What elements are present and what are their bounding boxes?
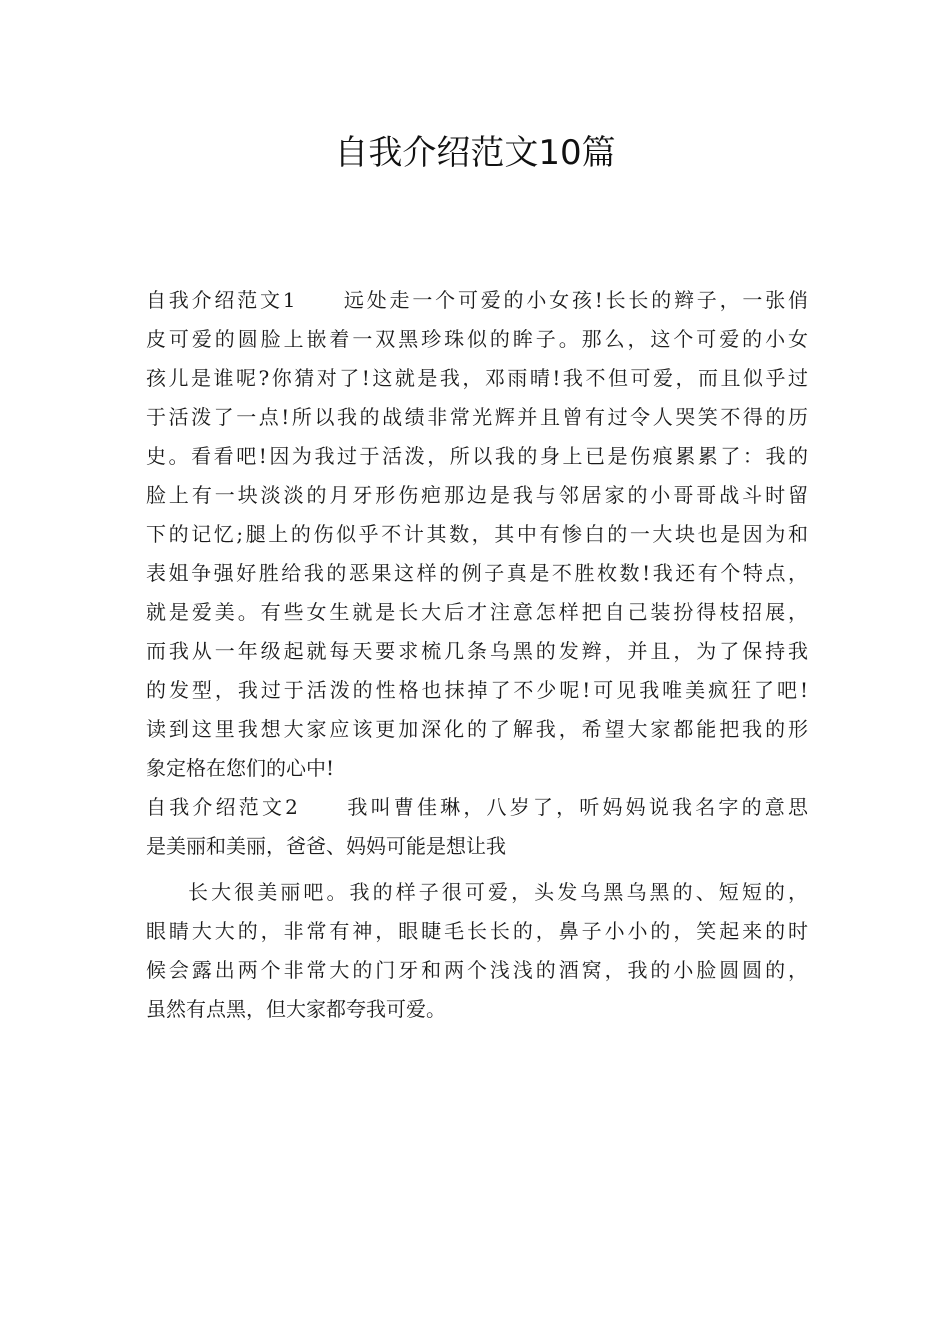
text-line: 于活泼了一点!所以我的战绩非常光辉并且曾有过令人哭笑不得的历	[146, 405, 808, 429]
text-line: 虽然有点黑，但大家都夸我可爱。	[146, 997, 446, 1021]
text-line: 而我从一年级起就每天要求梳几条乌黑的发辫，并且，为了保持我	[146, 639, 808, 663]
text-line: 候会露出两个非常大的门牙和两个浅浅的酒窝，我的小脸圆圆的，	[146, 958, 808, 982]
text-line: 象定格在您们的心中!	[146, 756, 335, 780]
text-line: 自我介绍范文2 我叫曹佳琳，八岁了，听妈妈说我名字的意思	[146, 795, 808, 819]
text-line: 的发型，我过于活泼的性格也抹掉了不少呢!可见我唯美疯狂了吧!	[146, 678, 808, 702]
text-line: 读到这里我想大家应该更加深化的了解我，希望大家都能把我的形	[146, 717, 808, 741]
text-line: 史。看看吧!因为我过于活泼，所以我的身上已是伤痕累累了：我的	[146, 444, 808, 468]
text-line: 脸上有一块淡淡的月牙形伤疤那边是我与邻居家的小哥哥战斗时留	[146, 483, 808, 507]
document-body	[146, 281, 808, 1029]
text-line: 是美丽和美丽，爸爸、妈妈可能是想让我	[146, 834, 506, 858]
paragraph-gap	[146, 866, 808, 873]
text-line: 长大很美丽吧。我的样子很可爱，头发乌黑乌黑的、短短的，	[188, 880, 808, 904]
text-line: 眼睛大大的，非常有神，眼睫毛长长的，鼻子小小的，笑起来的时	[146, 919, 808, 943]
text-line: 自我介绍范文1 远处走一个可爱的小女孩!长长的辫子，一张俏	[146, 288, 808, 312]
text-line: 孩儿是谁呢?你猜对了!这就是我，邓雨晴!我不但可爱，而且似乎过	[146, 366, 808, 390]
text-line: 下的记忆;腿上的伤似乎不计其数，其中有惨白的一大块也是因为和	[146, 522, 808, 546]
text-line: 皮可爱的圆脸上嵌着一双黑珍珠似的眸子。那么，这个可爱的小女	[146, 327, 808, 351]
text-line: 表姐争强好胜给我的恶果这样的例子真是不胜枚数!我还有个特点，	[146, 561, 808, 585]
text-line: 就是爱美。有些女生就是长大后才注意怎样把自己装扮得枝招展，	[146, 600, 808, 624]
document-title: 自我介绍范文10篇	[334, 133, 616, 173]
